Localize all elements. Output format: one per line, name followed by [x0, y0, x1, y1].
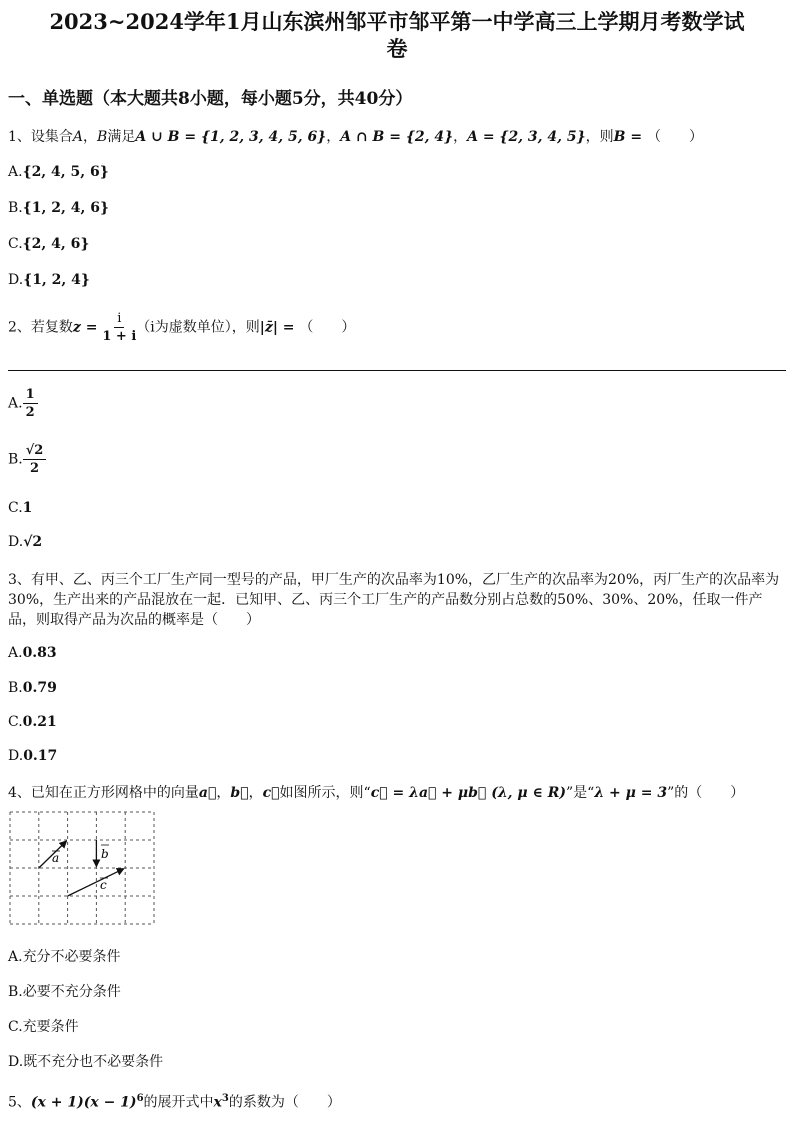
q5-term-exponent: 3: [221, 1093, 229, 1104]
fraction-numerator: √2: [23, 444, 47, 460]
q2-prefix: 2、若复数: [8, 319, 73, 336]
option-letter: B.: [8, 200, 23, 216]
fraction-numerator: 1: [23, 388, 38, 404]
q1-set-A-eq: A = {2, 3, 4, 5}: [467, 129, 586, 145]
q4-option-d: [8, 1051, 163, 1071]
q5-mid: 的展开式中: [143, 1094, 214, 1111]
question-2-stem: [8, 312, 355, 343]
q4-option-a: [8, 946, 121, 966]
q4-vector-a: a⃗: [198, 785, 217, 801]
question-1-stem: [8, 126, 703, 148]
option-letter: B.: [8, 680, 23, 696]
option-letter: C.: [8, 236, 23, 252]
q1-option-c: [8, 236, 89, 252]
q4-vector-b: b⃗: [230, 785, 249, 801]
q1-option-b: [8, 200, 109, 216]
q1-manzu: 满足: [107, 129, 136, 145]
option-text: 0.79: [22, 680, 57, 696]
q1-var-A: A: [72, 129, 84, 145]
q1-var-B: B: [97, 129, 108, 145]
q1-option-d: [8, 272, 90, 288]
q5-exponent: 6: [136, 1093, 144, 1104]
vector-c-label: c: [100, 878, 107, 892]
option-letter: D.: [8, 272, 24, 288]
q2-option-d: [8, 534, 42, 550]
vector-grid-figure: [8, 810, 158, 928]
q1-blank: （ ）: [646, 129, 703, 145]
q4-mid: 如图所示，则“: [279, 785, 371, 801]
q2-fraction: [102, 312, 136, 343]
exam-title-line2: 卷: [386, 36, 408, 61]
q4-shi: ”是“: [566, 785, 595, 801]
option-text: 1: [22, 500, 33, 516]
option-text: 既不充分也不必要条件: [23, 1054, 164, 1070]
section-heading: 一、单选题（本大题共8小题，每小题5分，共40分）: [8, 89, 413, 109]
grid-lines: [10, 812, 154, 924]
option-letter: C.: [8, 714, 23, 730]
q4-prefix: 4、已知在正方形网格中的向量: [8, 785, 199, 801]
q4-option-c: [8, 1016, 79, 1036]
q2-fraction-denominator: 1 + i: [102, 329, 137, 344]
q2-note: （i为虚数单位），则: [136, 319, 260, 336]
option-letter: B.: [8, 984, 23, 1000]
q4-vector-c: c⃗: [262, 785, 280, 801]
option-letter: A.: [8, 949, 23, 965]
q2-fraction-numerator: i: [114, 312, 124, 328]
option-letter: D.: [8, 1054, 24, 1070]
q3-option-c: [8, 714, 57, 730]
vector-c-arrow: [68, 869, 124, 896]
q1-ask: B =: [613, 129, 647, 145]
q3-option-b: [8, 680, 57, 696]
option-text: √2: [23, 534, 43, 550]
option-text: 0.17: [23, 748, 58, 764]
horizontal-rule: [8, 370, 786, 371]
option-fraction: [23, 444, 47, 475]
vector-b-label: b: [101, 847, 109, 861]
q1-comma: ，: [83, 129, 98, 145]
q2-modulus: |z̄| =: [259, 319, 300, 336]
q5-prefix: 5、: [8, 1094, 31, 1111]
option-letter: A.: [8, 645, 23, 661]
option-text: {2, 4, 5, 6}: [22, 164, 109, 180]
vector-a-label: a: [52, 851, 60, 865]
q5-expression: (x + 1)(x − 1): [30, 1094, 137, 1111]
option-letter: A.: [8, 164, 23, 180]
fraction-denominator: 2: [25, 405, 35, 420]
option-letter: B.: [8, 451, 23, 468]
q2-option-b: [8, 444, 46, 475]
exam-title-line1: 2023~2024学年1月山东滨州邹平市邹平第一中学高三上学期月考数学试: [49, 9, 745, 34]
option-text: 充要条件: [22, 1019, 79, 1035]
q3-option-a: [8, 645, 57, 661]
fraction-denominator: 2: [30, 461, 40, 476]
q1-prefix: 1、设集合: [8, 129, 73, 145]
q1-ze: ，则: [585, 129, 614, 145]
q4-sep-1: ，: [216, 785, 231, 801]
q3-option-d: [8, 748, 57, 764]
option-letter: D.: [8, 748, 24, 764]
option-fraction: [23, 388, 38, 419]
q4-formula: c⃗ = λa⃗ + μb⃗ (λ, μ ∈ R): [370, 785, 567, 801]
question-4-stem: [8, 782, 744, 804]
q5-end: 的系数为（ ）: [228, 1094, 341, 1111]
q1-sep-1: ，: [326, 129, 341, 145]
q1-union-eq: A ∪ B = {1, 2, 3, 4, 5, 6}: [135, 129, 327, 145]
option-letter: D.: [8, 534, 24, 550]
q4-end: ”的（ ）: [667, 785, 745, 801]
q2-option-c: [8, 500, 32, 516]
option-text: 充分不必要条件: [22, 949, 121, 965]
q2-z: z =: [72, 319, 103, 336]
option-text: {2, 4, 6}: [22, 236, 90, 252]
option-letter: A.: [8, 395, 23, 412]
q4-option-b: [8, 981, 121, 1001]
option-letter: C.: [8, 500, 23, 516]
option-text: 0.21: [22, 714, 57, 730]
q2-blank: （ ）: [299, 319, 356, 336]
q5-term: x: [213, 1094, 222, 1111]
question-3-stem: 3、有甲、乙、丙三个工厂生产同一型号的产品，甲厂生产的次品率为10%，乙厂生产的次品率为20%，丙厂生产的次品率为30%，生产出来的产品混放在一起．已知甲、乙、丙三个工厂生产的产品数分别占总数的50%、30%、20%，任取一件产品，则取得产品为次品的概率是（ ）: [8, 572, 780, 628]
option-text: {1, 2, 4, 6}: [22, 200, 109, 216]
q4-condition: λ + μ = 3: [594, 785, 668, 801]
q1-sep-2: ，: [453, 129, 468, 145]
question-5-stem: [8, 1088, 341, 1114]
option-letter: C.: [8, 1019, 23, 1035]
option-text: 必要不充分条件: [22, 984, 121, 1000]
q2-option-a: [8, 388, 38, 419]
option-text: {1, 2, 4}: [23, 272, 90, 288]
q1-option-a: [8, 164, 109, 180]
option-text: 0.83: [22, 645, 57, 661]
q4-sep-2: ，: [248, 785, 263, 801]
q1-intersection-eq: A ∩ B = {2, 4}: [340, 129, 454, 145]
